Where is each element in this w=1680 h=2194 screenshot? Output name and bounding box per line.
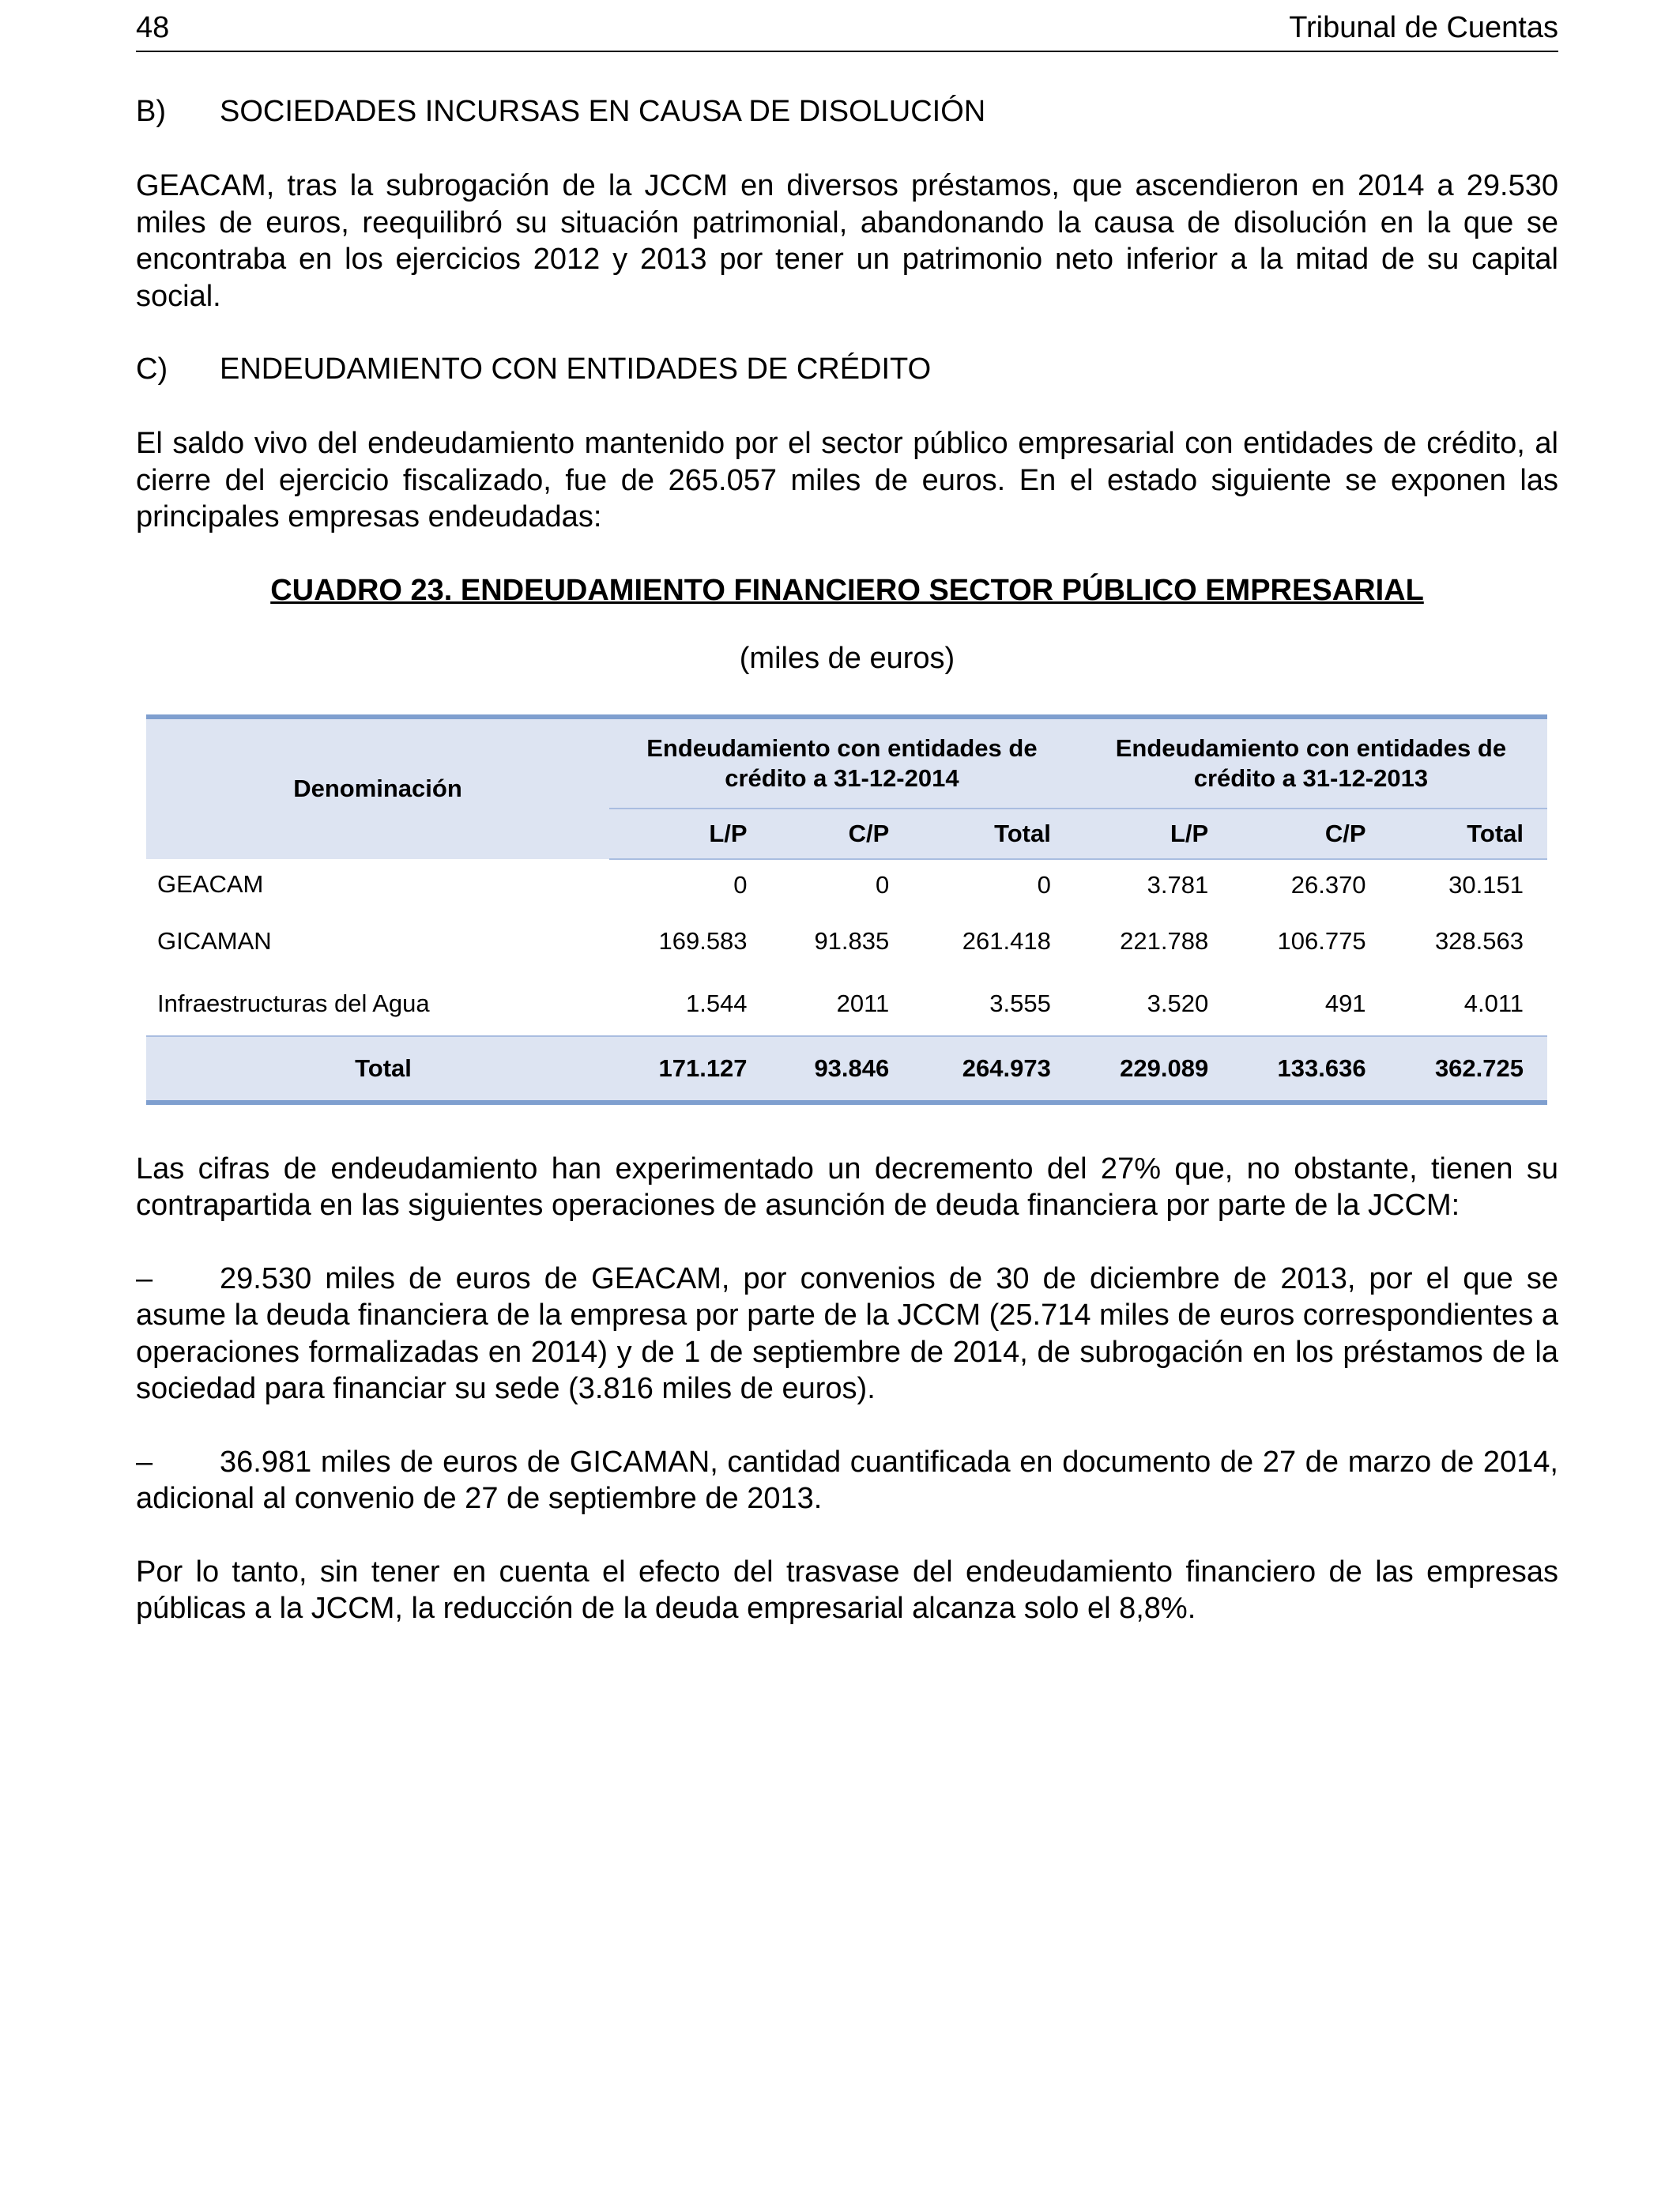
cell-value: 106.775 — [1277, 927, 1366, 955]
total-value: 229.089 — [1075, 1036, 1232, 1103]
table-subtitle: (miles de euros) — [739, 641, 955, 675]
cell-value: 91.835 — [814, 927, 890, 955]
dash-bullet: – — [136, 1261, 153, 1295]
section-b-letter: B) — [136, 95, 166, 128]
cell-value: 169.583 — [658, 927, 748, 955]
section-b-heading — [136, 93, 1558, 130]
header-cp-2013: C/P — [1232, 809, 1389, 859]
row-name: Infraestructuras del Agua — [157, 990, 430, 1017]
section-b-paragraph: GEACAM, tras la subrogación de la JCCM en diversos préstamos, que ascendieron en 2014 a 29.530 miles de euros, reequilibró su situación patrimonial, abandonando la causa de disolución en la que se encontraba en los ejercicios 2012 y 2013 por tener un patrimonio neto inferior a la mitad de su capital social. — [136, 169, 1558, 313]
cell-value: 2011 — [836, 990, 890, 1017]
header-cp-2014: C/P — [771, 809, 913, 859]
document-body — [136, 93, 1558, 1664]
cell-value: 4.011 — [1463, 990, 1524, 1017]
cell-value: 3.555 — [989, 990, 1051, 1017]
list-item — [136, 1261, 1558, 1408]
cell-value: 3.781 — [1147, 870, 1209, 899]
total-value: 362.725 — [1390, 1036, 1547, 1103]
header-lp-2014: L/P — [609, 809, 771, 859]
total-value: 93.846 — [771, 1036, 913, 1103]
debt-table — [146, 714, 1547, 1105]
table-total-row — [146, 1036, 1547, 1103]
list-item-text: 36.981 miles de euros de GICAMAN, cantidad cuantificada en documento de 27 de marzo de 2014, adicional al convenio de 27 de septiembre de 2013. — [136, 1445, 1558, 1515]
header-lp-2013: L/P — [1075, 809, 1232, 859]
list-item-text: 29.530 miles de euros de GEACAM, por convenios de 30 de diciembre de 2013, por el que se asume la deuda financiera de la empresa por parte de la JCCM (25.714 miles de euros correspondientes a operaciones formalizadas en 2014) y de 1 de septiembre de 2014, de subrogación en los préstamos de la sociedad para financiar su sede (3.816 miles de euros). — [136, 1261, 1558, 1405]
section-c-title: ENDEUDAMIENTO CON ENTIDADES DE CRÉDITO — [220, 352, 932, 386]
cell-value: 3.520 — [1147, 990, 1209, 1017]
total-label: Total — [146, 1036, 609, 1103]
list-item — [136, 1444, 1558, 1517]
section-c-paragraph: El saldo vivo del endeudamiento mantenido por el sector público empresarial con entidades de crédito, al cierre del ejercicio fiscalizado, fue de 265.057 miles de euros. En el estado siguiente se exponen las principales empresas endeudadas: — [136, 427, 1558, 533]
section-c-heading — [136, 351, 1558, 387]
header-total-2013: Total — [1390, 809, 1547, 859]
table-row — [146, 859, 1547, 910]
after-table-paragraph: Las cifras de endeudamiento han experimentado un decremento del 27% que, no obstante, tienen su contrapartida en las siguientes operaciones de asunción de deuda financiera por parte de la JCCM: — [136, 1152, 1558, 1222]
table-row — [146, 910, 1547, 973]
cell-value: 1.544 — [685, 990, 748, 1017]
table-title: CUADRO 23. ENDEUDAMIENTO FINANCIERO SECTOR PÚBLICO EMPRESARIAL — [270, 573, 1424, 607]
row-name: GEACAM — [157, 870, 264, 898]
section-b-title: SOCIEDADES INCURSAS EN CAUSA DE DISOLUCIÓN — [220, 95, 986, 128]
dash-bullet: – — [136, 1445, 153, 1479]
header-title: Tribunal de Cuentas — [1289, 11, 1558, 44]
conclusion-paragraph: Por lo tanto, sin tener en cuenta el efecto del trasvase del endeudamiento financiero de las empresas públicas a la JCCM, la reducción de la deuda empresarial alcanza solo el 8,8%. — [136, 1555, 1558, 1625]
cell-value: 261.418 — [962, 927, 1051, 955]
header-total-2014: Total — [913, 809, 1075, 859]
header-group-2013: Endeudamiento con entidades de crédito a 31-12-2013 — [1075, 717, 1547, 809]
cell-value: 26.370 — [1290, 870, 1366, 899]
cell-value: 0 — [733, 870, 748, 899]
section-c-letter: C) — [136, 352, 168, 386]
header-group-2014: Endeudamiento con entidades de crédito a 31-12-2014 — [609, 717, 1075, 809]
header-denominacion: Denominación — [293, 775, 462, 802]
row-name: GICAMAN — [157, 927, 272, 955]
cell-value: 0 — [1037, 870, 1051, 899]
total-value: 171.127 — [609, 1036, 771, 1103]
table-row — [146, 973, 1547, 1036]
total-value: 264.973 — [913, 1036, 1075, 1103]
cell-value: 0 — [876, 870, 890, 899]
table-header-row — [146, 717, 1547, 809]
page-header — [136, 11, 1558, 52]
page-number: 48 — [136, 11, 170, 44]
cell-value: 328.563 — [1434, 927, 1524, 955]
cell-value: 221.788 — [1120, 927, 1209, 955]
cell-value: 491 — [1324, 990, 1366, 1017]
cell-value: 30.151 — [1448, 870, 1524, 899]
total-value: 133.636 — [1232, 1036, 1389, 1103]
